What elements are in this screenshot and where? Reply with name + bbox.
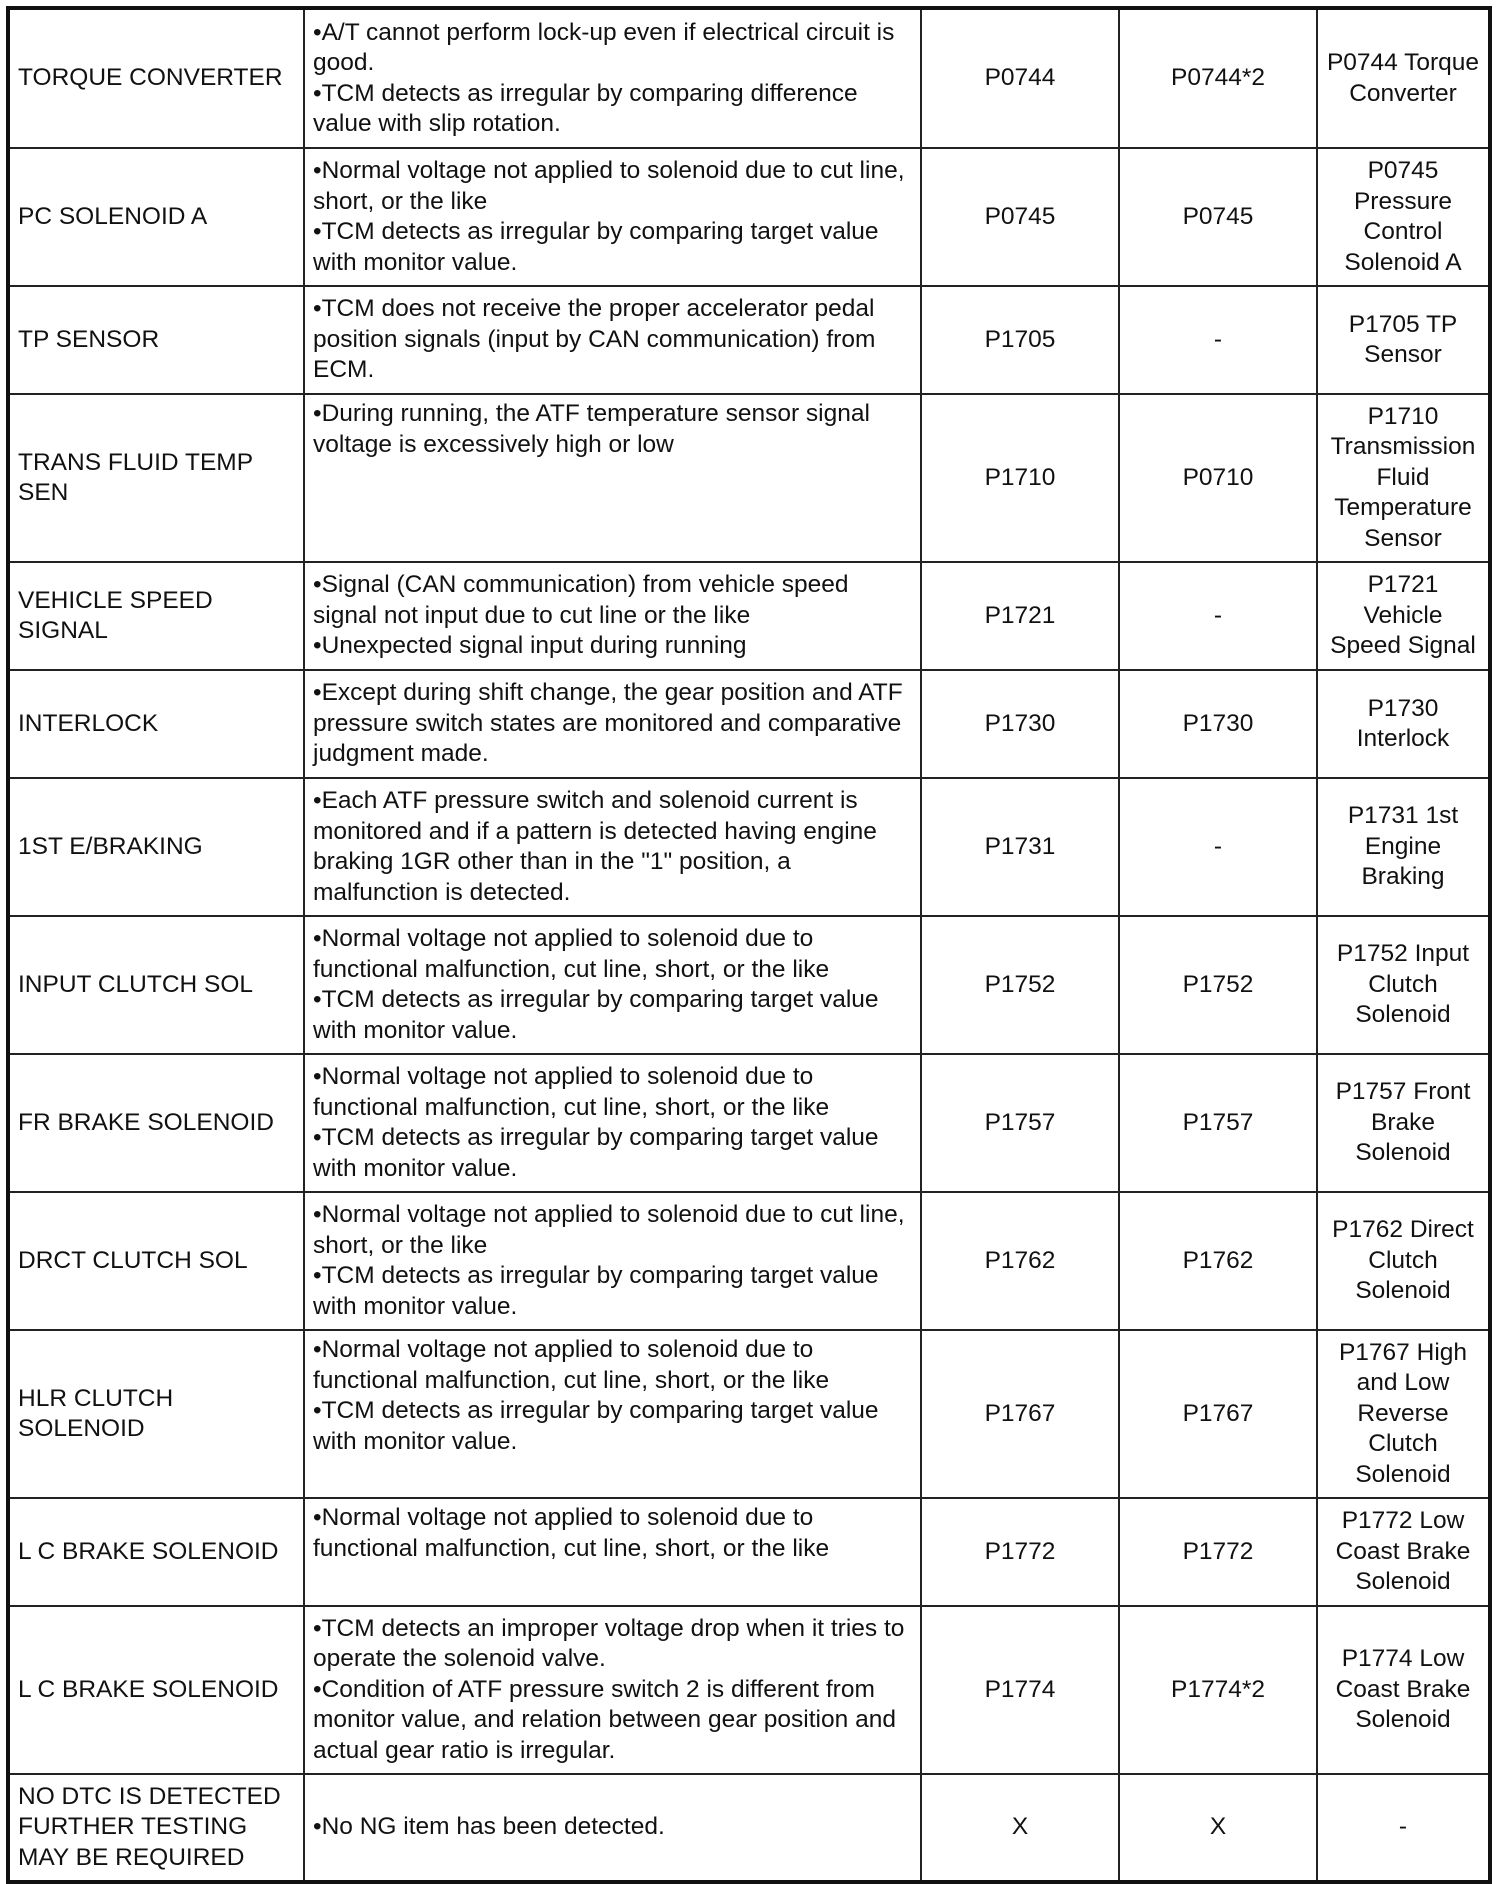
condition-line: •Normal voltage not applied to solenoid due to functional malfunction, cut line, short, or the like bbox=[313, 1063, 830, 1121]
diagnostic-item-cell: NO DTC IS DETECTED FURTHER TESTING MAY BE REQUIRED bbox=[8, 1774, 304, 1882]
consult-dtc-cell: P1767 bbox=[921, 1330, 1119, 1498]
reference-cell: P1710 Transmission Fluid Temperature Sensor bbox=[1317, 394, 1490, 562]
obd-dtc-cell: P0745 bbox=[1119, 148, 1317, 286]
obd-dtc-cell: P1730 bbox=[1119, 670, 1317, 778]
dtc-table bbox=[6, 6, 1492, 1884]
obd-dtc-cell: - bbox=[1119, 286, 1317, 394]
condition-line: •A/T cannot perform lock-up even if electrical circuit is good. bbox=[313, 18, 895, 76]
table-row bbox=[8, 778, 1490, 916]
dtc-table-body bbox=[8, 8, 1490, 1882]
obd-dtc-cell: P1772 bbox=[1119, 1498, 1317, 1606]
condition-line: •No NG item has been detected. bbox=[313, 1813, 665, 1841]
consult-dtc-cell: P1721 bbox=[921, 562, 1119, 670]
malfunction-condition-cell bbox=[304, 1192, 921, 1330]
malfunction-condition-cell bbox=[304, 916, 921, 1054]
obd-dtc-cell: P1774*2 bbox=[1119, 1606, 1317, 1774]
reference-cell: P1767 High and Low Reverse Clutch Solenoid bbox=[1317, 1330, 1490, 1498]
malfunction-condition-cell bbox=[304, 286, 921, 394]
table-row bbox=[8, 8, 1490, 148]
table-row bbox=[8, 670, 1490, 778]
reference-cell: P1762 Direct Clutch Solenoid bbox=[1317, 1192, 1490, 1330]
obd-dtc-cell: P1767 bbox=[1119, 1330, 1317, 1498]
condition-line: •TCM detects as irregular by comparing target value with monitor value. bbox=[313, 1124, 879, 1182]
malfunction-condition-cell bbox=[304, 1606, 921, 1774]
consult-dtc-cell: P1705 bbox=[921, 286, 1119, 394]
diagnostic-item-cell: TORQUE CONVERTER bbox=[8, 8, 304, 148]
table-row bbox=[8, 1054, 1490, 1192]
malfunction-condition-cell bbox=[304, 670, 921, 778]
table-row bbox=[8, 1774, 1490, 1882]
condition-line: •Normal voltage not applied to solenoid due to functional malfunction, cut line, short, or the like bbox=[313, 925, 830, 983]
obd-dtc-cell: P1757 bbox=[1119, 1054, 1317, 1192]
condition-line: •TCM detects an improper voltage drop when it tries to operate the solenoid valve. bbox=[313, 1614, 905, 1673]
diagnostic-item-cell: DRCT CLUTCH SOL bbox=[8, 1192, 304, 1330]
consult-dtc-cell: P1757 bbox=[921, 1054, 1119, 1192]
condition-line: •Normal voltage not applied to solenoid due to functional malfunction, cut line, short, or the like bbox=[313, 1504, 830, 1562]
reference-cell: P1705 TP Sensor bbox=[1317, 286, 1490, 394]
table-row bbox=[8, 1606, 1490, 1774]
reference-cell: P1757 Front Brake Solenoid bbox=[1317, 1054, 1490, 1192]
condition-line: •TCM detects as irregular by comparing target value with monitor value. bbox=[313, 1262, 879, 1320]
condition-line: •TCM detects as irregular by comparing difference value with slip rotation. bbox=[313, 79, 858, 137]
condition-line: •TCM detects as irregular by comparing target value with monitor value. bbox=[313, 218, 879, 276]
diagnostic-item-cell: VEHICLE SPEED SIGNAL bbox=[8, 562, 304, 670]
obd-dtc-cell: - bbox=[1119, 778, 1317, 916]
reference-cell: P1752 Input Clutch Solenoid bbox=[1317, 916, 1490, 1054]
malfunction-condition-cell bbox=[304, 8, 921, 148]
diagnostic-item-cell: TP SENSOR bbox=[8, 286, 304, 394]
condition-line: •Unexpected signal input during running bbox=[313, 632, 747, 660]
diagnostic-item-cell: INPUT CLUTCH SOL bbox=[8, 916, 304, 1054]
dtc-table-sheet bbox=[6, 6, 1492, 1884]
consult-dtc-cell: X bbox=[921, 1774, 1119, 1882]
malfunction-condition-cell bbox=[304, 562, 921, 670]
obd-dtc-cell: P0710 bbox=[1119, 394, 1317, 562]
diagnostic-item-cell: PC SOLENOID A bbox=[8, 148, 304, 286]
consult-dtc-cell: P1752 bbox=[921, 916, 1119, 1054]
reference-cell: P1774 Low Coast Brake Solenoid bbox=[1317, 1606, 1490, 1774]
consult-dtc-cell: P1774 bbox=[921, 1606, 1119, 1774]
condition-line: •Normal voltage not applied to solenoid due to cut line, short, or the like bbox=[313, 1201, 905, 1259]
reference-cell: P1772 Low Coast Brake Solenoid bbox=[1317, 1498, 1490, 1606]
malfunction-condition-cell bbox=[304, 1054, 921, 1192]
table-row bbox=[8, 148, 1490, 286]
obd-dtc-cell: P0744*2 bbox=[1119, 8, 1317, 148]
diagnostic-item-cell: INTERLOCK bbox=[8, 670, 304, 778]
diagnostic-item-cell: 1ST E/BRAKING bbox=[8, 778, 304, 916]
condition-line: •Except during shift change, the gear position and ATF pressure switch states are monitored and comparative judgment made. bbox=[313, 679, 903, 768]
table-row bbox=[8, 1192, 1490, 1330]
table-row bbox=[8, 916, 1490, 1054]
diagnostic-item-cell: TRANS FLUID TEMP SEN bbox=[8, 394, 304, 562]
table-row bbox=[8, 1498, 1490, 1606]
malfunction-condition-cell bbox=[304, 148, 921, 286]
condition-line: •TCM detects as irregular by comparing target value with monitor value. bbox=[313, 1397, 879, 1455]
table-row bbox=[8, 394, 1490, 562]
condition-line: •TCM detects as irregular by comparing target value with monitor value. bbox=[313, 986, 879, 1044]
obd-dtc-cell: P1752 bbox=[1119, 916, 1317, 1054]
reference-cell: - bbox=[1317, 1774, 1490, 1882]
table-row bbox=[8, 562, 1490, 670]
diagnostic-item-cell: L C BRAKE SOLENOID bbox=[8, 1606, 304, 1774]
consult-dtc-cell: P0744 bbox=[921, 8, 1119, 148]
malfunction-condition-cell bbox=[304, 1498, 921, 1606]
condition-line: •Normal voltage not applied to solenoid due to cut line, short, or the like bbox=[313, 157, 905, 215]
reference-cell: P0745 Pressure Control Solenoid A bbox=[1317, 148, 1490, 286]
diagnostic-item-cell: L C BRAKE SOLENOID bbox=[8, 1498, 304, 1606]
diagnostic-item-cell: FR BRAKE SOLENOID bbox=[8, 1054, 304, 1192]
obd-dtc-cell: P1762 bbox=[1119, 1192, 1317, 1330]
reference-cell: P1731 1st Engine Braking bbox=[1317, 778, 1490, 916]
reference-cell: P0744 Torque Converter bbox=[1317, 8, 1490, 148]
consult-dtc-cell: P1762 bbox=[921, 1192, 1119, 1330]
condition-line: •Condition of ATF pressure switch 2 is different from monitor value, and relation between gear position and actual gear ratio is irregular. bbox=[313, 1675, 896, 1764]
condition-line: •Each ATF pressure switch and solenoid current is monitored and if a pattern is detected having engine braking 1GR other than in the "1" position, a malfunction is detected. bbox=[313, 787, 877, 906]
table-row bbox=[8, 1330, 1490, 1498]
condition-line: •Normal voltage not applied to solenoid due to functional malfunction, cut line, short, or the like bbox=[313, 1336, 830, 1394]
condition-line: •Signal (CAN communication) from vehicle speed signal not input due to cut line or the like bbox=[313, 571, 849, 629]
consult-dtc-cell: P0745 bbox=[921, 148, 1119, 286]
malfunction-condition-cell bbox=[304, 394, 921, 562]
reference-cell: P1730 Interlock bbox=[1317, 670, 1490, 778]
malfunction-condition-cell bbox=[304, 1330, 921, 1498]
obd-dtc-cell: X bbox=[1119, 1774, 1317, 1882]
consult-dtc-cell: P1710 bbox=[921, 394, 1119, 562]
reference-cell: P1721 Vehicle Speed Signal bbox=[1317, 562, 1490, 670]
diagnostic-item-cell: HLR CLUTCH SOLENOID bbox=[8, 1330, 304, 1498]
condition-line: •During running, the ATF temperature sensor signal voltage is excessively high or low bbox=[313, 400, 870, 458]
consult-dtc-cell: P1772 bbox=[921, 1498, 1119, 1606]
condition-line: •TCM does not receive the proper accelerator pedal position signals (input by CAN communication) from ECM. bbox=[313, 295, 876, 384]
consult-dtc-cell: P1731 bbox=[921, 778, 1119, 916]
malfunction-condition-cell bbox=[304, 778, 921, 916]
table-row bbox=[8, 286, 1490, 394]
consult-dtc-cell: P1730 bbox=[921, 670, 1119, 778]
obd-dtc-cell: - bbox=[1119, 562, 1317, 670]
malfunction-condition-cell bbox=[304, 1774, 921, 1882]
